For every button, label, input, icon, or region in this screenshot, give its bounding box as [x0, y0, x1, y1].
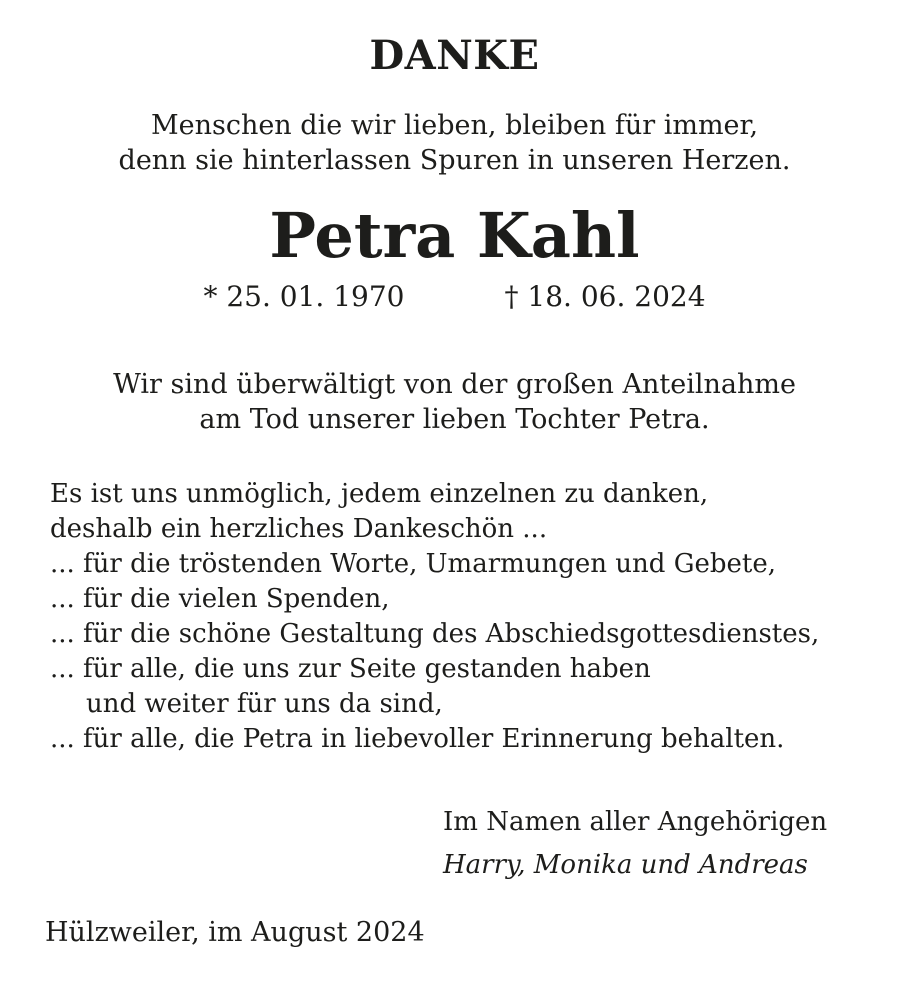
thanks-line: deshalb ein herzliches Dankeschön ... [50, 514, 548, 545]
deceased-name: Petra Kahl [269, 199, 640, 272]
epigraph-line-1: Menschen die wir lieben, bleiben für immer, [150, 110, 759, 141]
epigraph-line-2: denn sie hinterlassen Spuren in unseren Herzen. [118, 145, 791, 176]
birth-date: * 25. 01. 1970 [203, 280, 405, 314]
intro-paragraph [0, 367, 909, 437]
life-dates [0, 279, 909, 315]
thanks-line: Es ist uns unmöglich, jedem einzelnen zu danken, [50, 479, 709, 510]
on-behalf-line: Im Namen aller Angehörigen [443, 807, 828, 838]
family-names-line: Harry, Monika und Andreas [443, 850, 808, 881]
thanks-list [50, 477, 873, 757]
death-date: † 18. 06. 2024 [504, 280, 706, 314]
thanks-line: ... für alle, die Petra in liebevoller Erinnerung behalten. [50, 724, 785, 755]
intro-line-1: Wir sind überwältigt von der großen Anteilnahme [113, 369, 796, 401]
thanks-line: ... für die vielen Spenden, [50, 584, 390, 615]
thanks-line-continuation: und weiter für uns da sind, [86, 689, 443, 720]
thanks-line: ... für die tröstenden Worte, Umarmungen und Gebete, [50, 549, 776, 580]
closing-signature [443, 801, 909, 887]
notice-title: DANKE [369, 32, 540, 79]
epigraph [0, 108, 909, 178]
place-date-line: Hülzweiler, im August 2024 [45, 917, 425, 949]
intro-line-2: am Tod unserer lieben Tochter Petra. [199, 404, 710, 436]
thanks-line: ... für alle, die uns zur Seite gestanden haben [50, 654, 651, 685]
thanks-line: ... für die schöne Gestaltung des Abschiedsgottesdienstes, [50, 619, 820, 650]
